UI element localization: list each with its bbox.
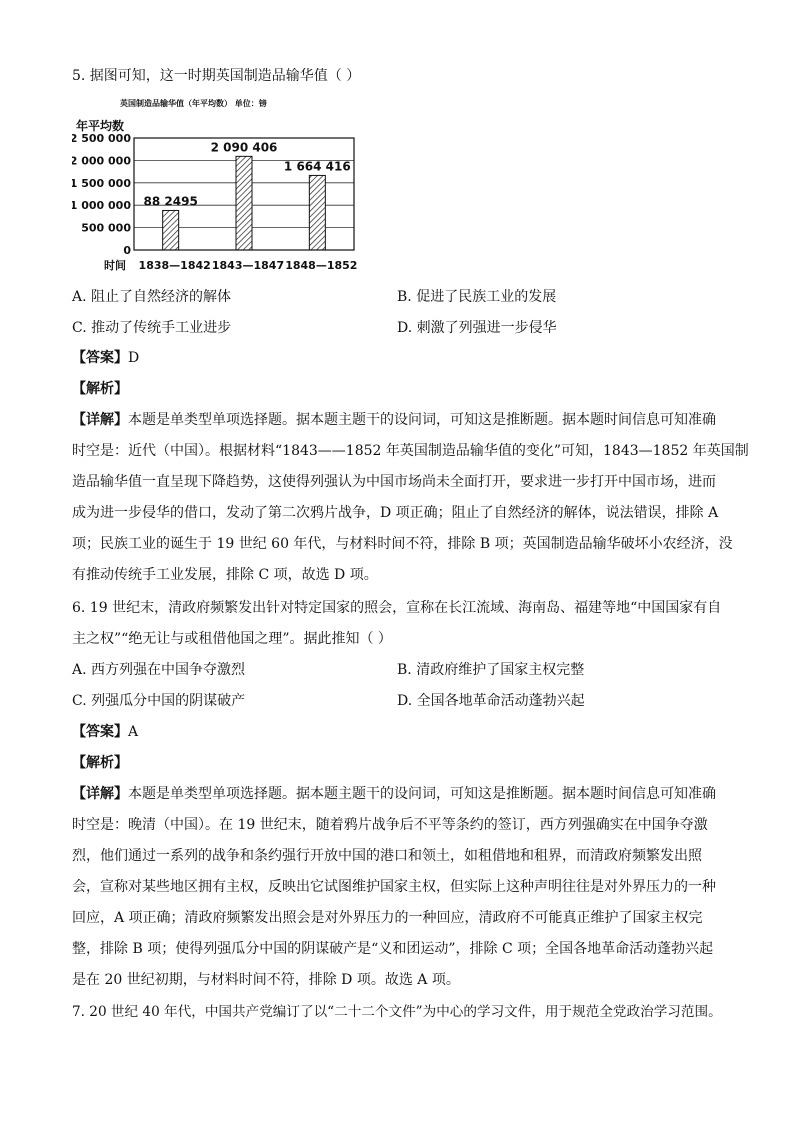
bar-1838—1842 <box>163 210 179 250</box>
q6-option-d[interactable]: D. 全国各地革命活动蓬勃兴起 <box>397 693 585 709</box>
q6-answer <box>72 722 138 742</box>
answer-tag: 【答案】 <box>72 724 128 740</box>
q5-detail-line: 有推动传统手工业发展，排除 C 项，故选 D 项。 <box>72 567 378 583</box>
q6-detail-line: 是在 20 世纪初期，与材料时间不符，排除 D 项。故选 A 项。 <box>72 972 460 988</box>
q5-answer <box>72 348 139 368</box>
q5-option-a[interactable]: A. 阻止了自然经济的解体 <box>72 289 232 305</box>
answer-value: A <box>128 724 139 740</box>
detail-tag: 【详解】 <box>72 412 128 428</box>
q5-option-d[interactable]: D. 刺激了列强进一步侵华 <box>397 320 557 336</box>
x-tick-label: 1848—1852 <box>285 259 358 272</box>
q6-stem-line: 主之权”“绝无让与或租借他国之理”。据此推知（ ） <box>72 631 392 647</box>
detail-text: 本题是单类型单项选择题。据本题主题干的设问词，可知这是推断题。据本题时间信息可知准确 <box>128 412 716 428</box>
data-label: 2 090 406 <box>210 140 278 155</box>
q5-detail-line: 时空是：近代（中国）。根据材料“1843——1852 年英国制造品输华值的变化”可知，1843—1852 年英国制 <box>72 443 749 459</box>
q5-detail-line: 造品输华值一直呈现下降趋势，这使得列强认为中国市场尚未全面打开，要求进一步打开中国市场，进而 <box>72 474 716 490</box>
q5-stem: 5. 据图可知，这一时期英国制造品输华值（ ） <box>72 68 361 84</box>
data-label: 1 664 416 <box>283 159 351 174</box>
chart-svg <box>72 98 362 276</box>
q6-stem-line: 6. 19 世纪末，清政府频繁发出针对特定国家的照会，宣称在长江流域、海南岛、福建等地“中国国家有自 <box>72 600 722 616</box>
q5-detail-line <box>72 410 716 430</box>
detail-text: 本题是单类型单项选择题。据本题主题干的设问词，可知这是推断题。据本题时间信息可知准确 <box>128 786 716 802</box>
bar-1848—1852 <box>309 175 325 250</box>
q6-detail-line: 回应，A 项正确；清政府频繁发出照会是对外界压力的一种回应，清政府不可能真正维护了国家主权完 <box>72 910 703 926</box>
q5-detail-line: 成为进一步侵华的借口，发动了第二次鸦片战争，D 项正确；阻止了自然经济的解体，说法错误，排除 A <box>72 505 719 521</box>
q6-detail-line: 时空是：晚清（中国）。在 19 世纪末，随着鸦片战争后不平等条约的签订，西方列强确实在中国争夺激 <box>72 817 708 833</box>
bar-1843—1847 <box>236 156 252 250</box>
q5-analysis-tag: 【解析】 <box>72 381 128 397</box>
chart-ylabel: 年平均数 <box>76 119 125 133</box>
chart-xlabel: 时间 <box>104 259 126 272</box>
y-tick-label: 1 500 000 <box>72 176 131 190</box>
y-tick-label: 500 000 <box>81 221 131 235</box>
q6-analysis-tag: 【解析】 <box>72 755 128 771</box>
q6-detail-line <box>72 784 716 804</box>
answer-value: D <box>128 350 140 366</box>
data-label: 88 2495 <box>143 194 198 209</box>
y-tick-label: 2 000 000 <box>72 154 131 168</box>
q6-option-c[interactable]: C. 列强瓜分中国的阴谋破产 <box>72 693 246 709</box>
q6-option-a[interactable]: A. 西方列强在中国争夺激烈 <box>72 662 246 678</box>
x-tick-label: 1843—1847 <box>211 259 285 272</box>
q6-option-b[interactable]: B. 清政府维护了国家主权完整 <box>397 662 585 678</box>
answer-tag: 【答案】 <box>72 350 128 366</box>
q6-detail-line: 会，宣称对某些地区拥有主权，反映出它试图维护国家主权，但实际上这种声明往往是对外界压力的一种 <box>72 879 716 895</box>
chart-title: 英国制造品输华值（年平均数） 单位：镑 <box>120 99 267 108</box>
q5-detail-line: 项；民族工业的诞生于 19 世纪 60 年代，与材料时间不符，排除 B 项；英国制造品输华破坏小农经济，没 <box>72 536 733 552</box>
x-tick-label: 1838—1842 <box>138 259 211 272</box>
q6-detail-line: 烈，他们通过一系列的战争和条约强行开放中国的港口和领土，如租借地和租界，而清政府频繁发出照 <box>72 848 702 864</box>
q5-option-c[interactable]: C. 推动了传统手工业进步 <box>72 320 232 336</box>
detail-tag: 【详解】 <box>72 786 128 802</box>
q5-option-b[interactable]: B. 促进了民族工业的发展 <box>397 289 557 305</box>
y-tick-label: 0 <box>123 244 131 257</box>
y-tick-label: 1 000 000 <box>72 199 131 213</box>
q6-detail-line: 整，排除 B 项；使得列强瓜分中国的阴谋破产是“义和团运动”，排除 C 项；全国各地革命活动蓬勃兴起 <box>72 941 714 957</box>
q7-stem: 7. 20 世纪 40 年代，中国共产党编订了以“二十二个文件”为中心的学习文件，用于规范全党政治学习范围。 <box>72 1004 722 1020</box>
q5-bar-chart <box>72 98 362 276</box>
y-tick-label: 2 500 000 <box>72 132 131 145</box>
